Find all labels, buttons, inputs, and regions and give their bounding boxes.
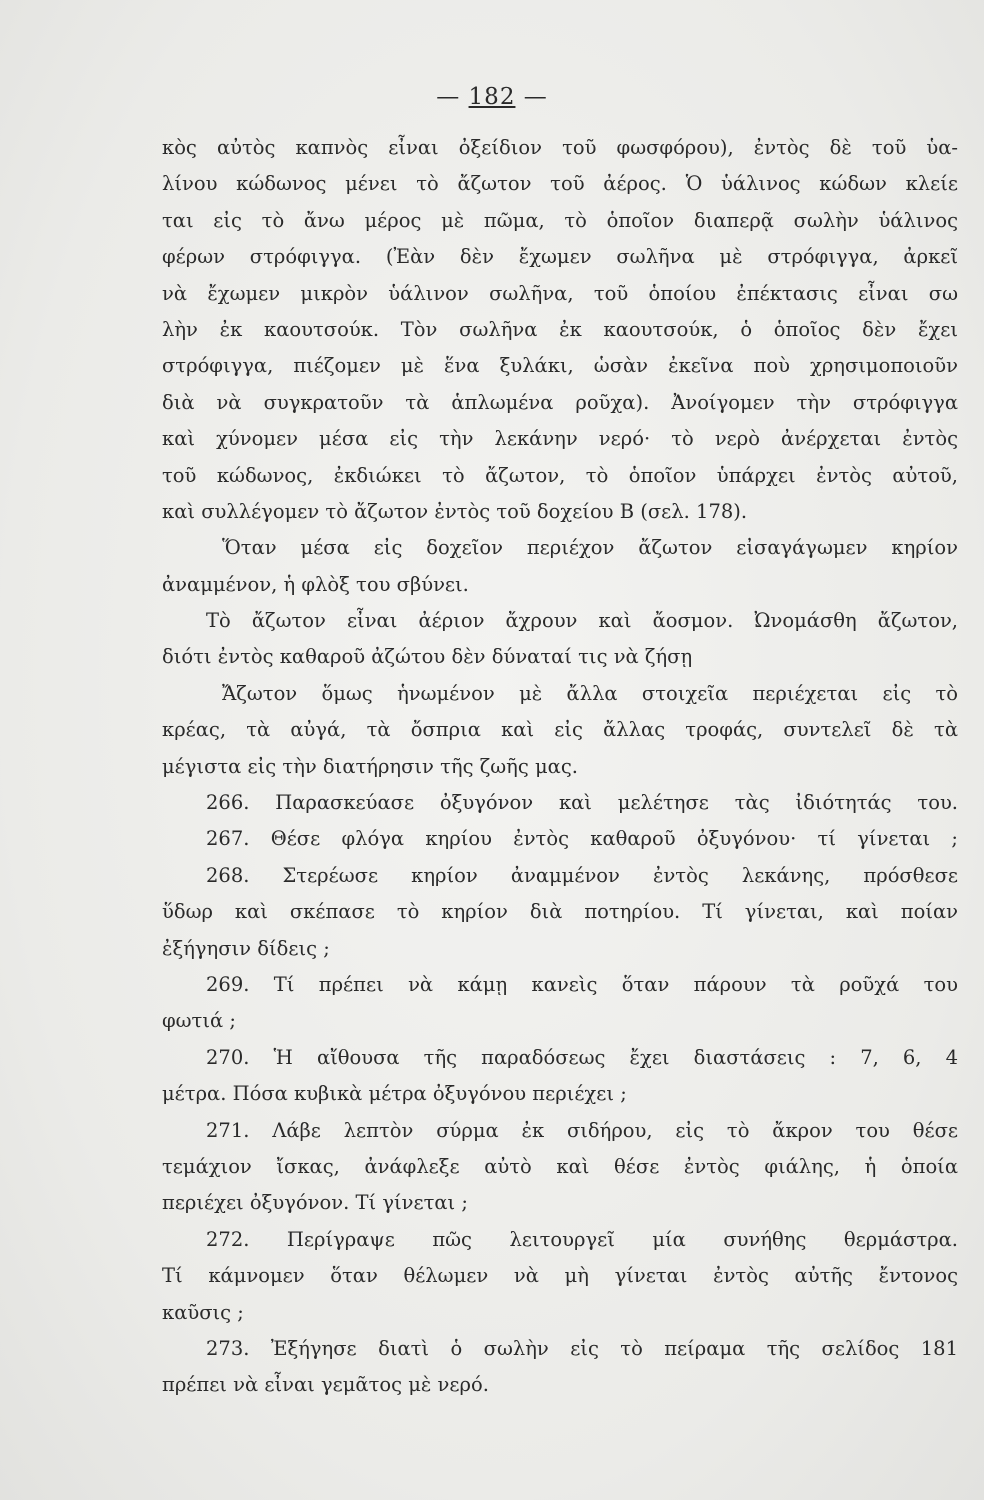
text-line: ἀναμμένον, ἡ φλὸξ του σβύνει. [162, 572, 469, 596]
text-line: λὴν ἐκ καουτσούκ. Τὸν σωλῆνα ἐκ καουτσούκ, ὁ ὁποῖος δὲν ἔχει [162, 317, 958, 341]
text-line: Ὅταν μέσα εἰς δοχεῖον περιέχον ἄζωτον εἰσαγάγωμεν κηρίον [222, 536, 958, 560]
text-line: καὶ συλλέγομεν τὸ ἄζωτον ἐντὸς τοῦ δοχείου Β (σελ. 178). [162, 499, 748, 523]
text-line: ἐξήγησιν δίδεις ; [162, 936, 330, 960]
exercise-272: 272. Περίγραψε πῶς λειτουργεῖ μία συνήθης θερμάστρα. [206, 1227, 958, 1251]
text-line: περιέχει ὀξυγόνον. Τί γίνεται ; [162, 1191, 468, 1215]
text-line: πρέπει νὰ εἶναι γεμᾶτος μὲ νερό. [162, 1373, 489, 1397]
page-number: — 182 — [436, 84, 548, 110]
text-line: διὰ νὰ συγκρατοῦν τὰ ἁπλωμένα ροῦχα). Ἀνοίγομεν τὴν στρόφιγγα [162, 390, 958, 414]
text-line: φωτιά ; [162, 1009, 236, 1033]
text-line: φέρων στρόφιγγα. (Ἐὰν δὲν ἔχωμεν σωλῆνα μὲ στρόφιγγα, ἀρκεῖ [162, 245, 958, 269]
text-line: ται εἰς τὸ ἄνω μέρος μὲ πῶμα, τὸ ὁποῖον διαπερᾷ σωλὴν ὑάλινος [162, 208, 958, 232]
text-line: καῦσις ; [162, 1300, 244, 1324]
text-line: Τὸ ἄζωτον εἶναι ἀέριον ἄχρουν καὶ ἄοσμον. Ὠνομάσθη ἄζωτον, [206, 609, 958, 633]
text-line: λίνου κώδωνος μένει τὸ ἄζωτον τοῦ ἀέρος. Ὁ ὑάλινος κώδων κλείε [162, 172, 958, 196]
text-line: στρόφιγγα, πιέζομεν μὲ ἕνα ξυλάκι, ὡσὰν ἐκεῖνα ποὺ χρησιμοποιοῦν [162, 354, 958, 378]
exercise-267: 267. Θέσε φλόγα κηρίου ἐντὸς καθαροῦ ὀξυγόνου· τί γίνεται ; [206, 827, 958, 851]
text-line: Τί κάμνομεν ὅταν θέλωμεν νὰ μὴ γίνεται ἐντὸς αὐτῆς ἔντονος [162, 1264, 958, 1288]
exercise-268: 268. Στερέωσε κηρίον ἀναμμένον ἐντὸς λεκάνης, πρόσθεσε [206, 863, 958, 887]
text-line: κρέας, τὰ αὐγά, τὰ ὄσπρια καὶ εἰς ἄλλας τροφάς, συντελεῖ δὲ τὰ [162, 718, 958, 742]
exercise-270: 270. Ἡ αἴθουσα τῆς παραδόσεως ἔχει διαστάσεις : 7, 6, 4 [206, 1045, 958, 1069]
text-line: νὰ ἔχωμεν μικρὸν ὑάλινον σωλῆνα, τοῦ ὁποίου ἐπέκτασις εἶναι σω [162, 281, 958, 305]
exercise-269: 269. Τί πρέπει νὰ κάμῃ κανεὶς ὅταν πάρουν τὰ ροῦχά του [206, 972, 958, 996]
body-text [162, 130, 958, 1404]
text-line: καὶ χύνομεν μέσα εἰς τὴν λεκάνην νερό· τὸ νερὸ ἀνέρχεται ἐντὸς [162, 427, 958, 451]
text-line: τοῦ κώδωνος, ἐκδιώκει τὸ ἄζωτον, τὸ ὁποῖον ὑπάρχει ἐντὸς αὐτοῦ, [162, 463, 958, 487]
text-line: μέγιστα εἰς τὴν διατήρησιν τῆς ζωῆς μας. [162, 754, 578, 778]
text-line: Ἄζωτον ὅμως ἡνωμένον μὲ ἄλλα στοιχεῖα περιέχεται εἰς τὸ [222, 681, 958, 705]
exercise-273: 273. Ἐξήγησε διατὶ ὁ σωλὴν εἰς τὸ πείραμα τῆς σελίδος 181 [206, 1336, 958, 1360]
text-line: μέτρα. Πόσα κυβικὰ μέτρα ὀξυγόνου περιέχει ; [162, 1082, 627, 1106]
exercise-271: 271. Λάβε λεπτὸν σύρμα ἐκ σιδήρου, εἰς τὸ ἄκρον του θέσε [206, 1118, 958, 1142]
text-line: κὸς αὐτὸς καπνὸς εἶναι ὀξείδιον τοῦ φωσφόρου), ἐντὸς δὲ τοῦ ὑα- [162, 136, 958, 159]
text-line: διότι ἐντὸς καθαροῦ ἀζώτου δὲν δύναταί τις νὰ ζήσῃ [162, 645, 693, 669]
text-line: τεμάχιον ἴσκας, ἀνάφλεξε αὐτὸ καὶ θέσε ἐντὸς φιάλης, ἡ ὁποία [162, 1154, 958, 1178]
text-line: ὕδωρ καὶ σκέπασε τὸ κηρίον διὰ ποτηρίου. Τί γίνεται, καὶ ποίαν [162, 900, 958, 924]
exercise-266: 266. Παρασκεύασε ὀξυγόνον καὶ μελέτησε τὰς ἰδιότητάς του. [206, 791, 958, 815]
